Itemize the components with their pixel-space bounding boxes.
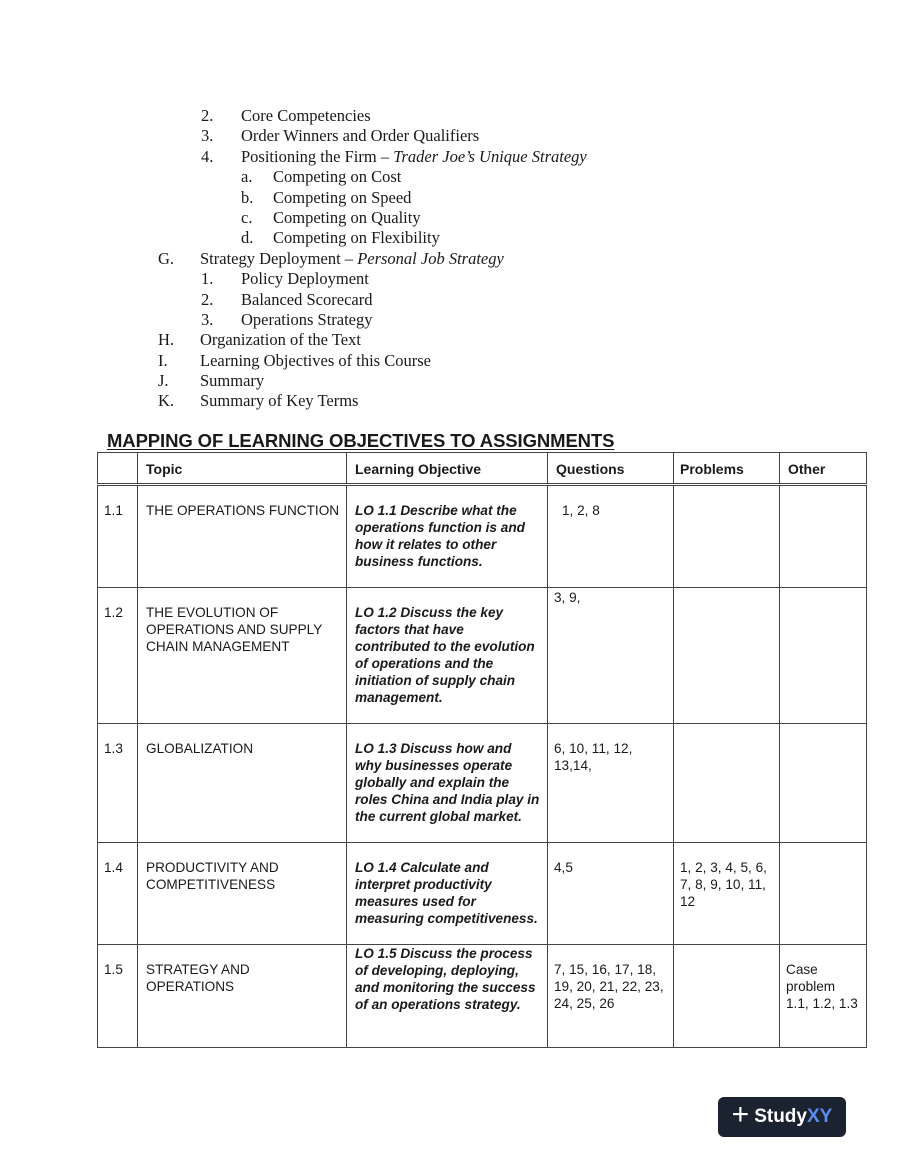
section-heading: MAPPING OF LEARNING OBJECTIVES TO ASSIGNMENTS [107, 430, 615, 451]
row-problems [674, 945, 780, 1048]
outline-text: Summary [200, 371, 265, 391]
plus-icon: + [731, 1098, 750, 1131]
row-number: 1.1 [98, 485, 138, 588]
outline-marker: 4. [201, 146, 214, 166]
table-row [98, 724, 867, 843]
outline-text: Positioning the Firm – Trader Joe’s Unique Strategy [241, 146, 587, 166]
outline-text: Strategy Deployment – Personal Job Strategy [200, 248, 504, 268]
header-other: Other [780, 453, 867, 485]
outline-marker: 3. [201, 126, 214, 146]
outline-marker: G. [158, 248, 175, 268]
row-number: 1.5 [98, 945, 138, 1048]
outline-marker: H. [158, 330, 175, 350]
outline-marker: 3. [201, 309, 214, 329]
row-objective: LO 1.2 Discuss the key factors that have contributed to the evolution of operations and the initiation of supply chain management. [347, 588, 548, 724]
table-row [98, 843, 867, 945]
header-questions: Questions [548, 453, 674, 485]
outline-italic: Trader Joe’s Unique Strategy [393, 146, 587, 166]
row-problems: 1, 2, 3, 4, 5, 6, 7, 8, 9, 10, 11, 12 [674, 843, 780, 945]
outline-text: Summary of Key Terms [200, 391, 359, 411]
row-number: 1.2 [98, 588, 138, 724]
outline-marker: I. [158, 350, 168, 370]
outline-marker: K. [158, 391, 175, 411]
outline-marker: 2. [201, 289, 214, 309]
header-problems: Problems [674, 453, 780, 485]
outline-text: Competing on Flexibility [273, 228, 440, 248]
row-objective: LO 1.4 Calculate and interpret productivity measures used for measuring competitiveness. [347, 843, 548, 945]
table-row [98, 485, 867, 588]
row-other [780, 588, 867, 724]
outline-marker: 2. [201, 106, 214, 125]
row-number: 1.3 [98, 724, 138, 843]
row-objective: LO 1.3 Discuss how and why businesses operate globally and explain the roles China and India play in the current global market. [347, 724, 548, 843]
outline-marker: a. [241, 167, 253, 187]
outline-italic: Personal Job Strategy [357, 248, 504, 268]
row-problems [674, 724, 780, 843]
row-topic: PRODUCTIVITY AND COMPETITIVENESS [138, 843, 347, 945]
outline-marker: d. [241, 228, 254, 248]
outline-marker: 1. [201, 269, 214, 289]
row-other [780, 843, 867, 945]
header-number [98, 453, 138, 485]
table-row [98, 588, 867, 724]
outline-marker: J. [158, 371, 169, 391]
logo-text-accent: XY [806, 1106, 833, 1127]
row-topic: GLOBALIZATION [138, 724, 347, 843]
outline-text: Balanced Scorecard [241, 289, 373, 309]
outline-text: Competing on Cost [273, 167, 402, 187]
row-other [780, 485, 867, 588]
row-questions: 6, 10, 11, 12, 13,14, [548, 724, 674, 843]
outline-text: Policy Deployment [241, 269, 369, 289]
row-objective: LO 1.1 Describe what the operations function is and how it relates to other business functions. [347, 485, 548, 588]
row-questions: 3, 9, [548, 588, 674, 724]
row-other: Case problem 1.1, 1.2, 1.3 [780, 945, 867, 1048]
row-problems [674, 588, 780, 724]
table-row [98, 945, 867, 1048]
studyxy-logo[interactable] [718, 1097, 846, 1137]
row-questions: 1, 2, 8 [548, 485, 674, 588]
outline-text: Learning Objectives of this Course [200, 350, 431, 370]
outline-text: Core Competencies [241, 106, 371, 125]
row-topic: THE OPERATIONS FUNCTION [138, 485, 347, 588]
outline-text: Order Winners and Order Qualifiers [241, 126, 480, 146]
row-number: 1.4 [98, 843, 138, 945]
row-other [780, 724, 867, 843]
outline-text: Organization of the Text [200, 330, 361, 350]
row-questions: 7, 15, 16, 17, 18, 19, 20, 21, 22, 23, 24, 25, 26 [548, 945, 674, 1048]
row-problems [674, 485, 780, 588]
row-questions: 4,5 [548, 843, 674, 945]
logo-text-main: Study [754, 1106, 807, 1127]
header-topic: Topic [138, 453, 347, 485]
row-topic: THE EVOLUTION OF OPERATIONS AND SUPPLY CHAIN MANAGEMENT [138, 588, 347, 724]
table-header-row [98, 453, 867, 485]
header-objective: Learning Objective [347, 453, 548, 485]
row-objective: LO 1.5 Discuss the process of developing, deploying, and monitoring the success of an operations strategy. [347, 945, 548, 1048]
objectives-table [97, 452, 867, 1048]
outline-text: Competing on Quality [273, 207, 421, 227]
outline-text: Competing on Speed [273, 187, 412, 207]
outline-text: Operations Strategy [241, 309, 373, 329]
outline-marker: b. [241, 187, 254, 207]
outline-marker: c. [241, 207, 253, 227]
row-topic: STRATEGY AND OPERATIONS [138, 945, 347, 1048]
